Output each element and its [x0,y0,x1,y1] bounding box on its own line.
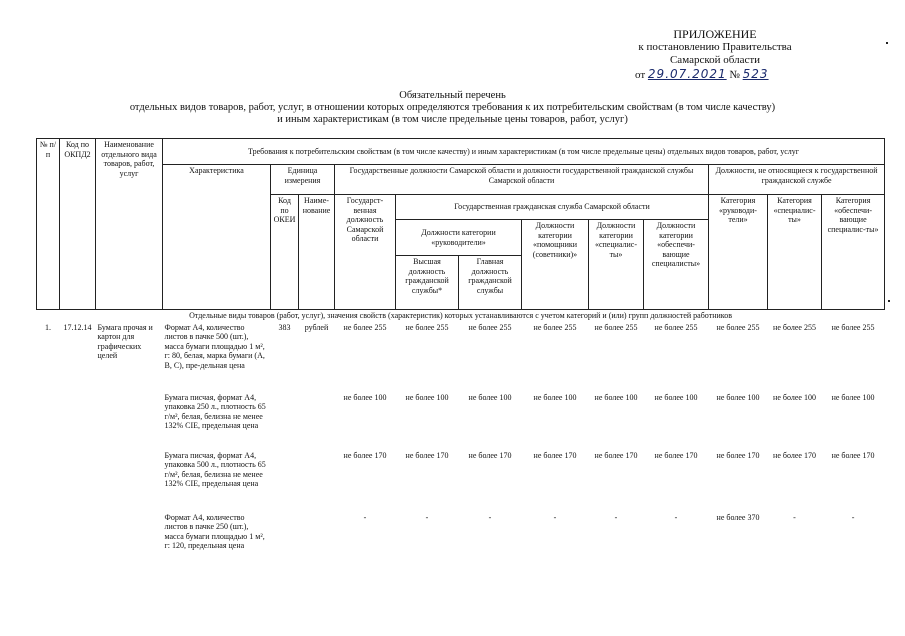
header-name: Наименование отдельного вида товаров, работ, услуг [96,139,163,310]
row-2-value-2: не более 100 [405,392,449,402]
appendix-line-2: Самарской области [669,54,761,66]
row-3-unit [299,450,335,512]
header-requirements: Требования к потребительским свойствам (в том числе качеству) и иным характеристикам (в том числе предельные цены) отдельных видов товаров, работ, услуг [163,139,885,165]
row-1-value-9: не более 255 [831,322,875,332]
row-3-value-1: не более 170 [343,450,387,460]
header-cat-providing: Категория «обеспечи-вающие специалис-ты» [822,195,885,310]
row-1-value-1: не более 255 [343,322,387,332]
row-3-characteristic: Бумага писчая, формат А4, упаковка 500 л., плотность 65 г/м², белая, белизна не менее 132% CIE, предельная цена [164,450,266,488]
appendix-dateline [600,68,830,82]
row-3-value-4: не более 170 [533,450,577,460]
requirements-table [36,138,885,568]
row-2-unit [299,392,335,450]
date-value: 29.07.2021 [647,67,727,81]
row-1-value-7: не более 255 [716,322,760,332]
row-3-value-3: не более 170 [468,450,512,460]
appendix-line-1: к постановлению Правительства [638,41,792,53]
header-cat-leaders: Категория «руководи-тели» [709,195,768,310]
item-okpd: 17.12.14 [63,322,92,332]
row-4-value-7: не более 370 [716,512,760,522]
header-non-civil: Должности, не относящиеся к государственной гражданской службе [709,165,885,195]
appendix-title: ПРИЛОЖЕНИЕ [673,27,757,41]
row-2-characteristic: Бумага писчая, формат А4, упаковка 250 л., плотность 65 г/м², белая, белизна не менее 132% CIE, предельная цена [164,392,266,430]
header-highest: Высшая должность гражданской службы* [396,256,459,310]
row-3-code [271,450,299,512]
scan-speck [888,300,890,302]
header-leaders: Должности категории «руководители» [396,220,522,256]
row-2-code [271,392,299,450]
row-2-value-8: не более 100 [773,392,816,402]
row-2-value-9: не более 100 [831,392,875,402]
row-2-value-6: не более 100 [654,392,698,402]
row-3-value-8: не более 170 [773,450,816,460]
row-4-value-8: - [793,512,796,522]
row-1-characteristic: Формат А4, количество листов в пачке 500 (шт.), масса бумаги площадью 1 м², г: 80, белая, марка бумаги (А, В, С), пре-дельная цена [164,322,265,370]
row-2-value-5: не более 100 [594,392,638,402]
number-value: 523 [742,67,769,81]
row-3-value-2: не более 170 [405,450,449,460]
row-4-characteristic: Формат А4, количество листов в пачке 250 (шт.), масса бумаги площадью 1 м², г: 120, предельная цена [164,512,265,550]
header-characteristic: Характеристика [163,165,271,310]
row-2-value-4: не более 100 [533,392,577,402]
row-1-value-4: не более 255 [533,322,577,332]
header-helpers: Должности категории «помощники (советники)» [522,220,589,310]
row-1-value-8: не более 255 [773,322,816,332]
row-3-value-9: не более 170 [831,450,875,460]
header-civil-service: Государственная гражданская служба Самарской области [396,195,709,220]
row-3-value-7: не более 170 [716,450,760,460]
scan-speck [886,42,888,44]
row-4-unit [299,512,335,568]
row-4-value-1: - [363,512,367,522]
row-4-value-2: - [425,512,429,522]
row-4-value-5: - [614,512,618,522]
header-num: № п/п [37,139,60,310]
header-gov-positions: Государственные должности Самарской области и должности государственной гражданской службы Самарской области [335,165,709,195]
row-3-value-6: не более 170 [654,450,698,460]
number-prefix: № [729,69,740,81]
appendix-block [600,28,830,82]
header-providing: Должности категории «обеспечи-вающие специалисты» [644,220,709,310]
row-1-value-5: не более 255 [594,322,638,332]
row-3-value-5: не более 170 [594,450,638,460]
row-2-value-1: не более 100 [343,392,387,402]
document-title [0,90,905,126]
row-2-value-3: не более 100 [468,392,512,402]
row-4-value-4: - [553,512,557,522]
header-gov-position-samara: Государст-венная должность Самарской области [335,195,396,310]
item-name: Бумага прочая и картон для графических целей [97,322,153,360]
row-4-code [271,512,299,568]
doc-title-line-2: отдельных видов товаров, работ, услуг, в отношении которых определяются требования к их потребительским свойствам (в том числе качеству) [129,102,776,113]
doc-title-line-1: Обязательный перечень [399,90,506,101]
row-4-value-6: - [674,512,678,522]
header-okpd: Код по ОКПД2 [60,139,96,310]
item-num: 1. [45,322,51,332]
row-1-value-3: не более 255 [468,322,512,332]
row-1-value-6: не более 255 [654,322,698,332]
row-4-value-3: - [488,512,492,522]
header-unit-name: Наиме-нование [299,195,335,310]
header-specialists: Должности категории «специалис-ты» [589,220,644,310]
date-prefix: от [635,69,646,81]
row-4-value-9: - [851,512,855,522]
header-cat-specialists: Категория «специалис-ты» [768,195,822,310]
row-1-value-2: не более 255 [405,322,449,332]
section-title: Отдельные виды товаров (работ, услуг), значения свойств (характеристик) которых устанавливаются с учетом категорий и (или) групп должностей работников [37,310,885,322]
header-unit-code: Код по ОКЕИ [271,195,299,310]
doc-title-line-3: и иным характеристикам (в том числе предельные цены товаров, работ, услуг) [277,114,628,125]
row-2-value-7: не более 100 [716,392,760,402]
row-1-unit: рублей [304,322,329,332]
header-unit: Единица измерения [271,165,335,195]
row-1-code: 383 [278,322,291,332]
header-main: Главная должность гражданской службы [459,256,522,310]
